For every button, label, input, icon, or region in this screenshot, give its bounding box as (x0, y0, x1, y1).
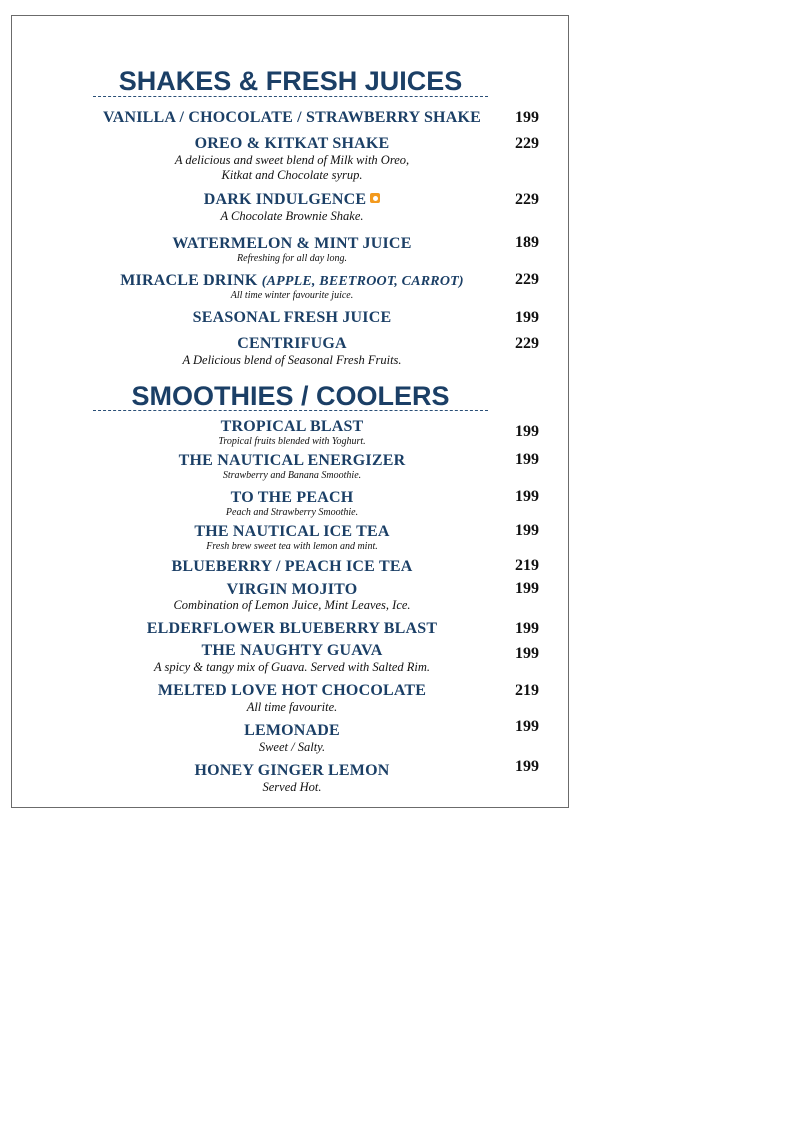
item-note: (APPLE, BEETROOT, CARROT) (261, 274, 464, 289)
item-price: 199 (515, 451, 539, 468)
item-price: 199 (515, 758, 539, 775)
section-title-shakes: SHAKES & FRESH JUICES (118, 66, 463, 96)
item-name: LEMONADE (244, 722, 340, 739)
item-description: All time winter favourite juice. (230, 290, 354, 301)
item-name: CENTRIFUGA (237, 335, 347, 352)
item-name: THE NAUTICAL ENERGIZER (178, 452, 406, 469)
item-description: All time favourite. (246, 700, 338, 714)
item-description: Served Hot. (262, 780, 322, 794)
item-price: 229 (515, 271, 539, 288)
item-name: THE NAUTICAL ICE TEA (194, 523, 390, 540)
item-name: BLUEBERRY / PEACH ICE TEA (171, 558, 413, 575)
item-name: MIRACLE DRINK (120, 272, 258, 289)
item-description: Kitkat and Chocolate syrup. (221, 168, 363, 182)
item-price: 199 (515, 488, 539, 505)
item-name: VIRGIN MOJITO (226, 581, 358, 598)
item-name: DARK INDULGENCE (203, 191, 367, 208)
item-name: ELDERFLOWER BLUEBERRY BLAST (146, 620, 438, 637)
item-name: MELTED LOVE HOT CHOCOLATE (157, 682, 427, 699)
item-name: OREO & KITKAT SHAKE (194, 135, 390, 152)
item-name: SEASONAL FRESH JUICE (192, 309, 392, 326)
item-description: Refreshing for all day long. (237, 253, 347, 264)
section-title-smoothies: SMOOTHIES / COOLERS (131, 381, 450, 411)
item-price: 199 (515, 423, 539, 440)
item-price: 219 (515, 682, 539, 699)
item-price: 199 (515, 718, 539, 735)
item-name-row (93, 192, 491, 208)
item-name: VANILLA / CHOCOLATE / STRAWBERRY SHAKE (103, 109, 481, 126)
item-price: 229 (515, 191, 539, 208)
orange-square-icon (370, 193, 380, 203)
item-description: Fresh brew sweet tea with lemon and mint. (206, 541, 378, 552)
section-divider (93, 410, 488, 411)
item-name: THE NAUGHTY GUAVA (201, 642, 383, 659)
item-description: Sweet / Salty. (258, 740, 326, 754)
item-price: 199 (515, 580, 539, 597)
section-divider (93, 96, 488, 97)
item-description: Peach and Strawberry Smoothie. (225, 507, 359, 518)
item-price: 189 (515, 234, 539, 251)
item-description: Tropical fruits blended with Yoghurt. (218, 436, 366, 447)
item-description: A delicious and sweet blend of Milk with Oreo, (174, 153, 410, 167)
item-price: 229 (515, 135, 539, 152)
item-description: Combination of Lemon Juice, Mint Leaves, Ice. (173, 598, 411, 612)
item-price: 199 (515, 645, 539, 662)
item-price: 199 (515, 522, 539, 539)
item-price: 199 (515, 109, 539, 126)
item-name: WATERMELON & MINT JUICE (172, 235, 412, 252)
item-price: 229 (515, 335, 539, 352)
item-price: 199 (515, 620, 539, 637)
item-description: Strawberry and Banana Smoothie. (222, 470, 362, 481)
item-price: 199 (515, 309, 539, 326)
item-description: A Delicious blend of Seasonal Fresh Fruits. (182, 353, 402, 367)
item-description: A spicy & tangy mix of Guava. Served with Salted Rim. (153, 660, 431, 674)
item-name-row (93, 273, 491, 289)
item-name: HONEY GINGER LEMON (194, 762, 390, 779)
item-name: TROPICAL BLAST (220, 418, 364, 435)
item-name: TO THE PEACH (230, 489, 354, 506)
item-price: 219 (515, 557, 539, 574)
item-description: A Chocolate Brownie Shake. (220, 209, 364, 223)
